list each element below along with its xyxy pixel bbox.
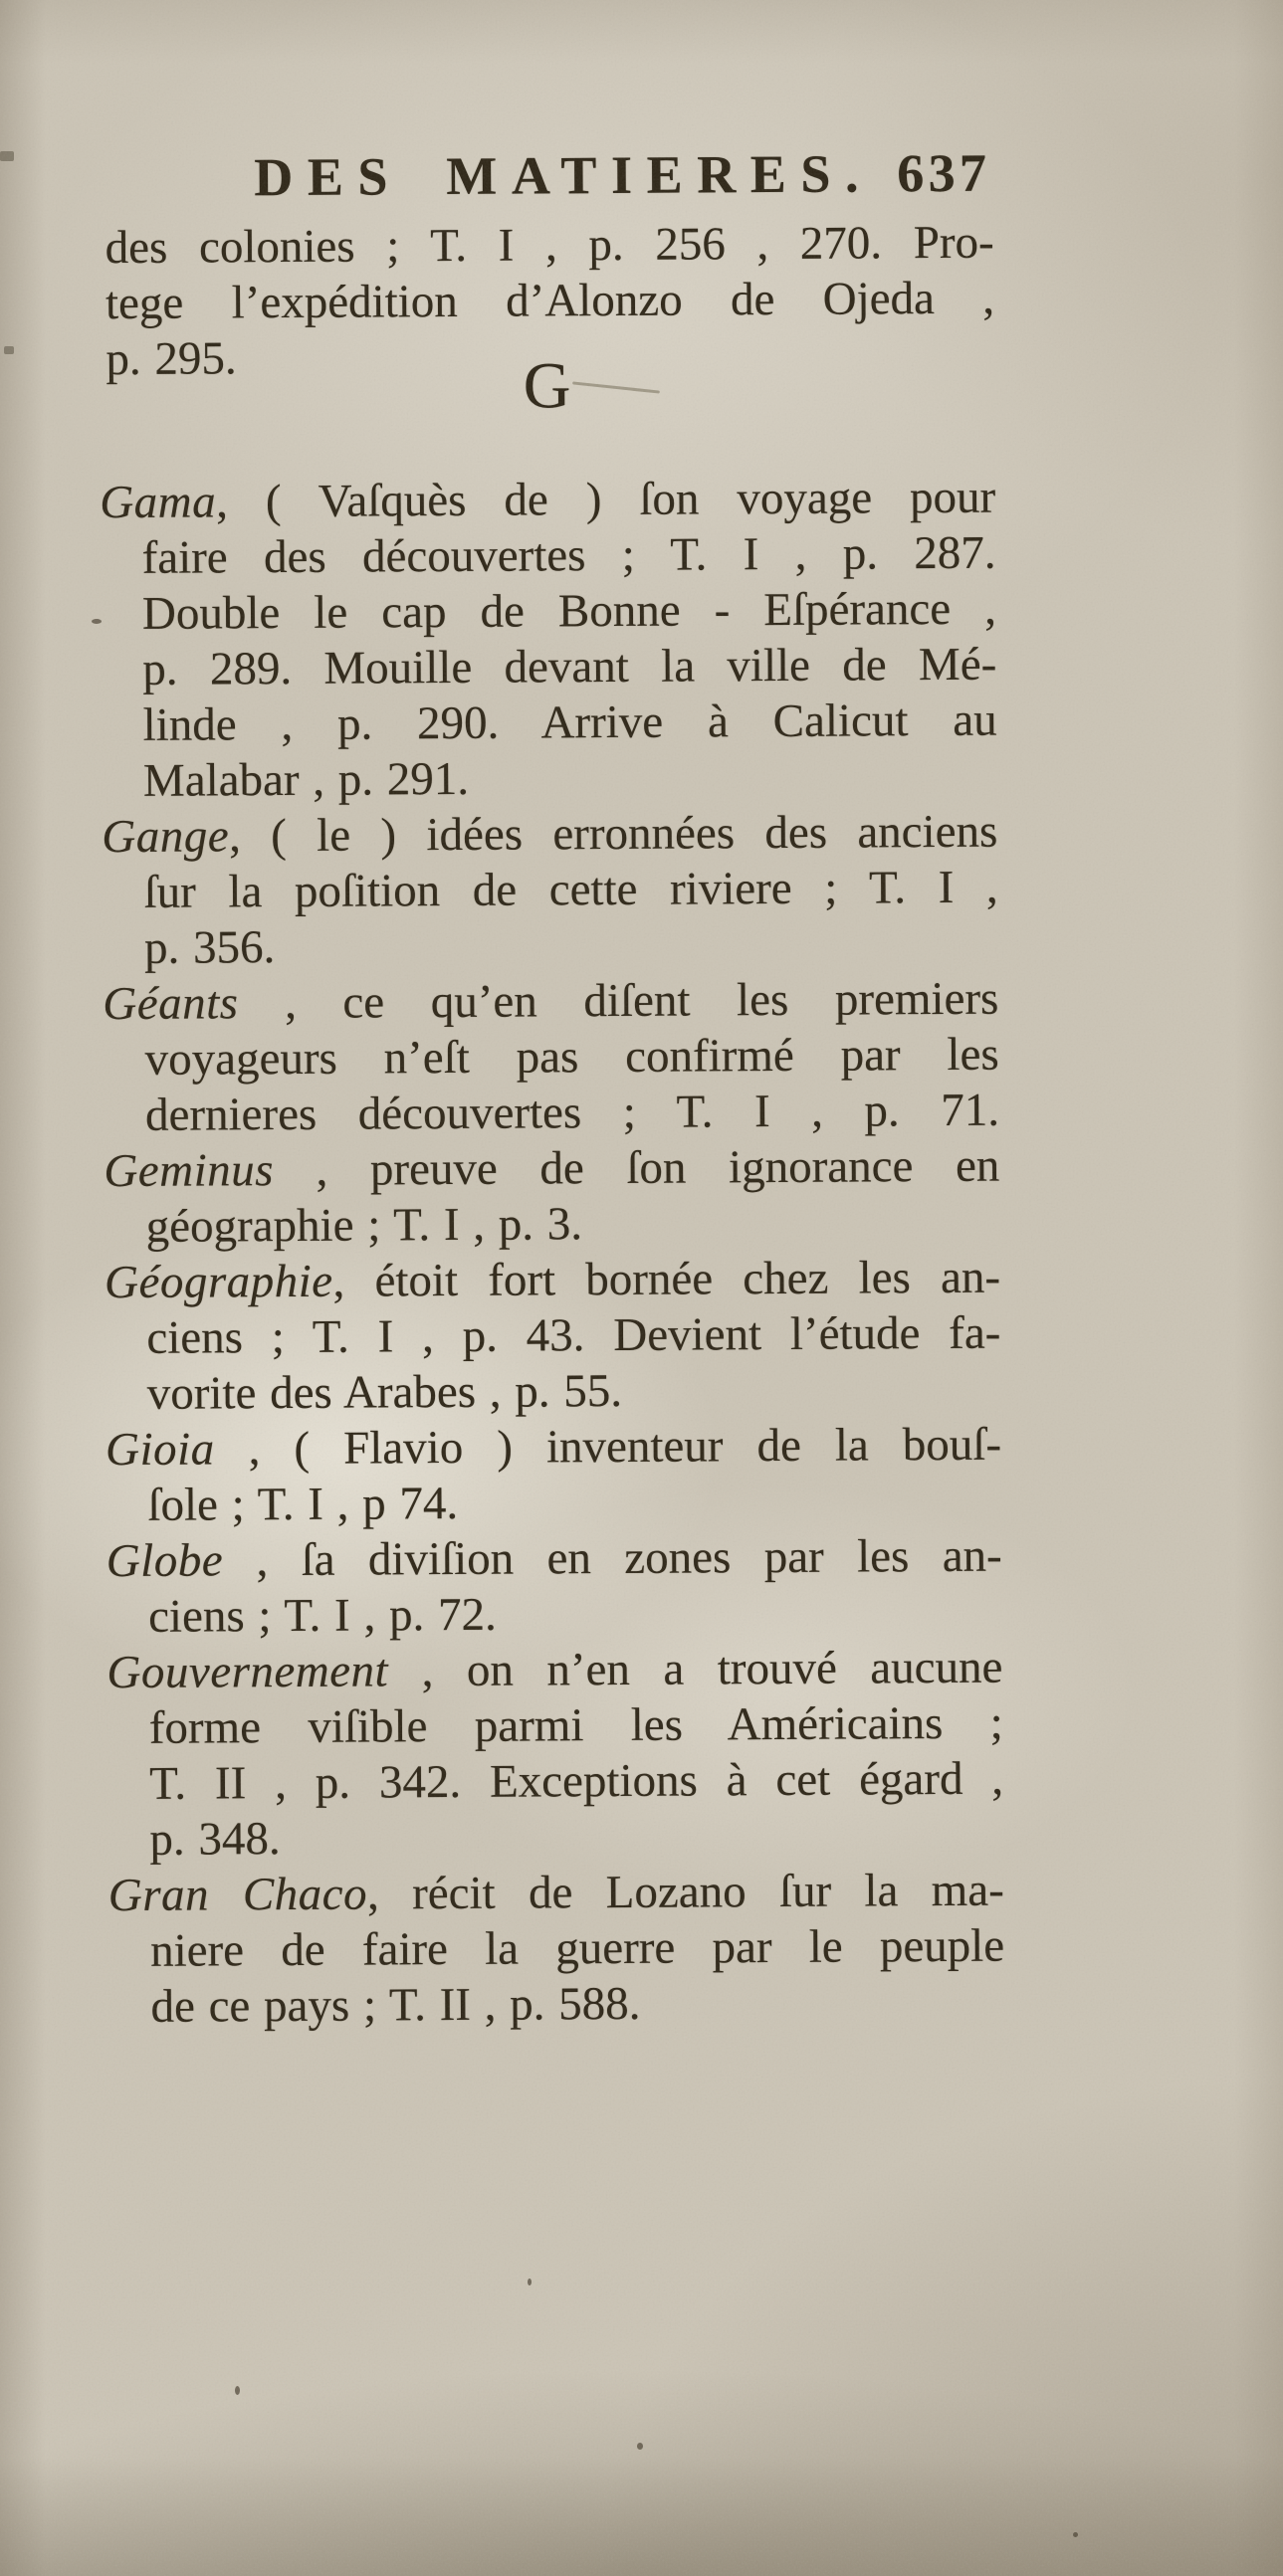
entry-first-line: Gioia , ( Flavio ) inventeur de la bouſ-: [105, 1418, 1002, 1477]
entry-first-line: Gange, ( le ) idées erronnées des anciens: [102, 805, 998, 864]
index-entry: [104, 1250, 1001, 1422]
edge-mark: [0, 151, 14, 161]
entry-term: Gama: [100, 476, 217, 529]
entry-first-line: Gouvernement , on n’en a trouvé aucune: [107, 1641, 1003, 1699]
text-line: linde , p. 290. Arrive à Calicut au: [142, 694, 997, 751]
text-line: voyageurs n’eſt pas confirmé par les: [144, 1028, 999, 1086]
index-entry: [105, 1417, 1002, 1533]
text-line: des colonies ; T. I , p. 256 , 270. Pro-: [105, 216, 994, 275]
index-entry: [107, 1640, 1004, 1868]
page-number: 637: [897, 142, 991, 204]
text-line: p. 356.: [143, 921, 276, 974]
text-line: ciens ; T. I , p. 43. Devient l’étude fa-: [146, 1306, 1001, 1364]
index-entries: [100, 470, 1005, 2035]
entry-term: Gioia: [105, 1423, 215, 1477]
entry-term: Globe: [106, 1534, 224, 1588]
entry-first-line: Géographie, étoit fort bornée chez les an-: [104, 1251, 1001, 1309]
entry-first-line: Géants , ce qu’en diſent les premiers: [103, 972, 999, 1031]
running-header-title: DES MATIERES.: [254, 143, 874, 208]
text-line: dernieres découvertes ; T. I , p. 71.: [144, 1084, 1000, 1141]
edge-mark: [4, 346, 14, 354]
ink-speck: [1073, 2532, 1078, 2537]
text-line: Malabar , p. 291.: [142, 752, 470, 807]
text-line: tege l’expédition d’Alonzo de Ojeda ,: [105, 272, 995, 330]
entry-first-line: Gama, ( Vaſquès de ) ſon voyage pour: [100, 471, 996, 529]
ink-speck: [637, 2443, 643, 2450]
entry-first-line: Gran Chaco, récit de Lozano ſur la ma-: [107, 1864, 1004, 1922]
index-entry: [106, 1528, 1003, 1645]
text-line: ſole ; T. I , p 74.: [147, 1477, 459, 1531]
ink-speck: [528, 2279, 532, 2285]
text-line: T. II , p. 342. Exceptions à cet égard ,: [148, 1752, 1004, 1810]
entry-first-line: Globe , ſa diviſion en zones par les an-: [106, 1529, 1002, 1588]
index-entry: [100, 470, 997, 809]
section-letter-heading: G: [523, 349, 571, 423]
entry-term: Gran Chaco: [107, 1868, 368, 1922]
entry-term: Gouvernement: [107, 1645, 389, 1699]
entry-term: Géographie: [104, 1255, 333, 1309]
text-line: géographie ; T. I , p. 3.: [145, 1198, 583, 1253]
ink-speck: [235, 2386, 240, 2395]
text-line: de ce pays ; T. II , p. 588.: [150, 1977, 641, 2033]
text-line: ciens ; T. I , p. 72.: [147, 1588, 497, 1643]
running-header: [254, 143, 990, 208]
entry-term: Géants: [103, 977, 239, 1031]
index-entry: [104, 1138, 1000, 1255]
text-line: p. 295.: [106, 332, 237, 386]
text-line: forme viſible parmi les Américains ;: [148, 1696, 1003, 1754]
entry-first-line: Geminus , preuve de ſon ignorance en: [104, 1139, 1000, 1198]
index-entry: [102, 804, 998, 976]
text-line: ſur la poſition de cette riviere ; T. I ,: [143, 861, 998, 918]
text-line: p. 348.: [149, 1813, 281, 1866]
text-line: Double le cap de Bonne - Eſpérance ,: [141, 582, 997, 640]
entry-term: Gange: [102, 810, 230, 864]
text-line: niere de faire la guerre par le peuple: [149, 1919, 1005, 1977]
text-line: faire des découvertes ; T. I , p. 287.: [141, 526, 996, 584]
ink-speck: [92, 619, 102, 624]
entry-term: Geminus: [104, 1144, 275, 1198]
index-entry: [107, 1863, 1005, 2035]
index-entry: [103, 971, 1000, 1143]
text-line: vorite des Arabes , p. 55.: [146, 1364, 623, 1420]
text-line: p. 289. Mouille devant la ville de Mé-: [142, 638, 997, 695]
